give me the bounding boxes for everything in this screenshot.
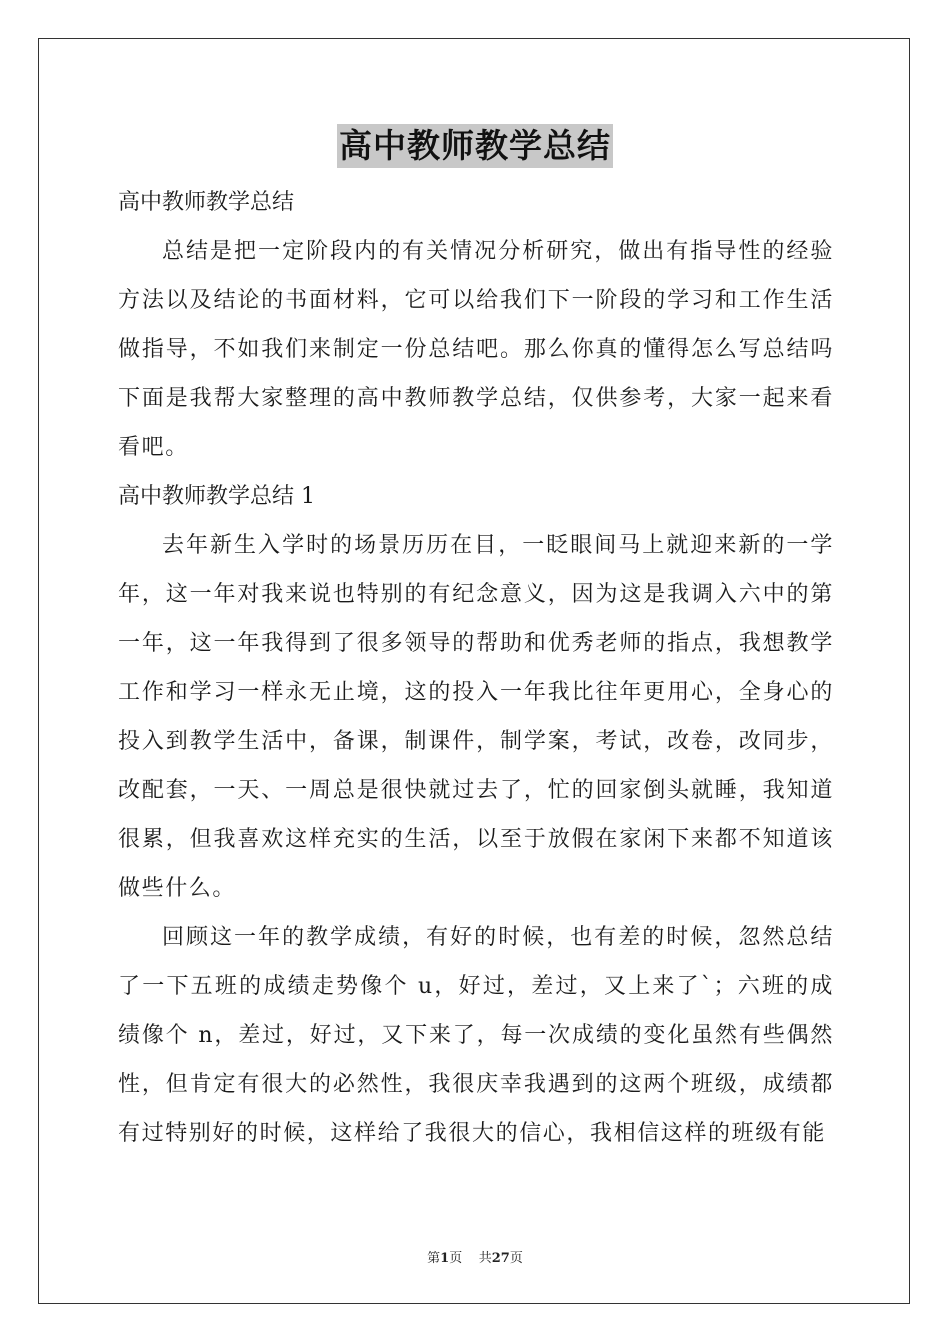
total-pages: 27 xyxy=(491,1251,510,1266)
title-area xyxy=(0,124,950,168)
body-paragraph-1: 去年新生入学时的场景历历在目，一眨眼间马上就迎来新的一学年，这一年对我来说也特别的有纪念意义，因为这是我调入六中的第一年，这一年我得到了很多领导的帮助和优秀老师的指点，我想教学工作和学习一样永无止境，这的投入一年我比往年更用心，全身心的投入到教学生活中，备课，制课件，制学案，考试，改卷，改同步，改配套，一天、一周总是很快就过去了，忙的回家倒头就睡，我知道很累，但我喜欢这样充实的生活，以至于放假在家闲下来都不知道该做些什么。 xyxy=(118,533,834,901)
document-subtitle: 高中教师教学总结 xyxy=(118,190,295,215)
page-unit: 页 xyxy=(449,1251,463,1266)
total-prefix: 共 xyxy=(478,1251,492,1266)
document-body xyxy=(118,178,834,1158)
section-heading: 高中教师教学总结 1 xyxy=(118,484,315,509)
intro-paragraph: 总结是把一定阶段内的有关情况分析研究，做出有指导性的经验方法以及结论的书面材料，它可以给我们下一阶段的学习和工作生活做指导，不如我们来制定一份总结吧。那么你真的懂得怎么写总结吗下面是我帮大家整理的高中教师教学总结，仅供参考，大家一起来看看吧。 xyxy=(118,239,834,460)
document-title: 高中教师教学总结 xyxy=(337,124,613,168)
total-unit: 页 xyxy=(509,1251,523,1266)
current-page-number: 1 xyxy=(440,1251,450,1266)
page-footer xyxy=(0,1247,950,1266)
body-paragraph-2: 回顾这一年的教学成绩，有好的时候，也有差的时候，忽然总结了一下五班的成绩走势像个 u，好过，差过，又上来了`；六班的成绩像个 n，差过，好过，又下来了，每一次成绩的变化虽然有些偶然性，但肯定有很大的必然性，我很庆幸我遇到的这两个班级，成绩都有过特别好的时候，这样给了我很大的信心，我相信这样的班级有能 xyxy=(118,925,834,1146)
page-prefix: 第 xyxy=(427,1251,441,1266)
